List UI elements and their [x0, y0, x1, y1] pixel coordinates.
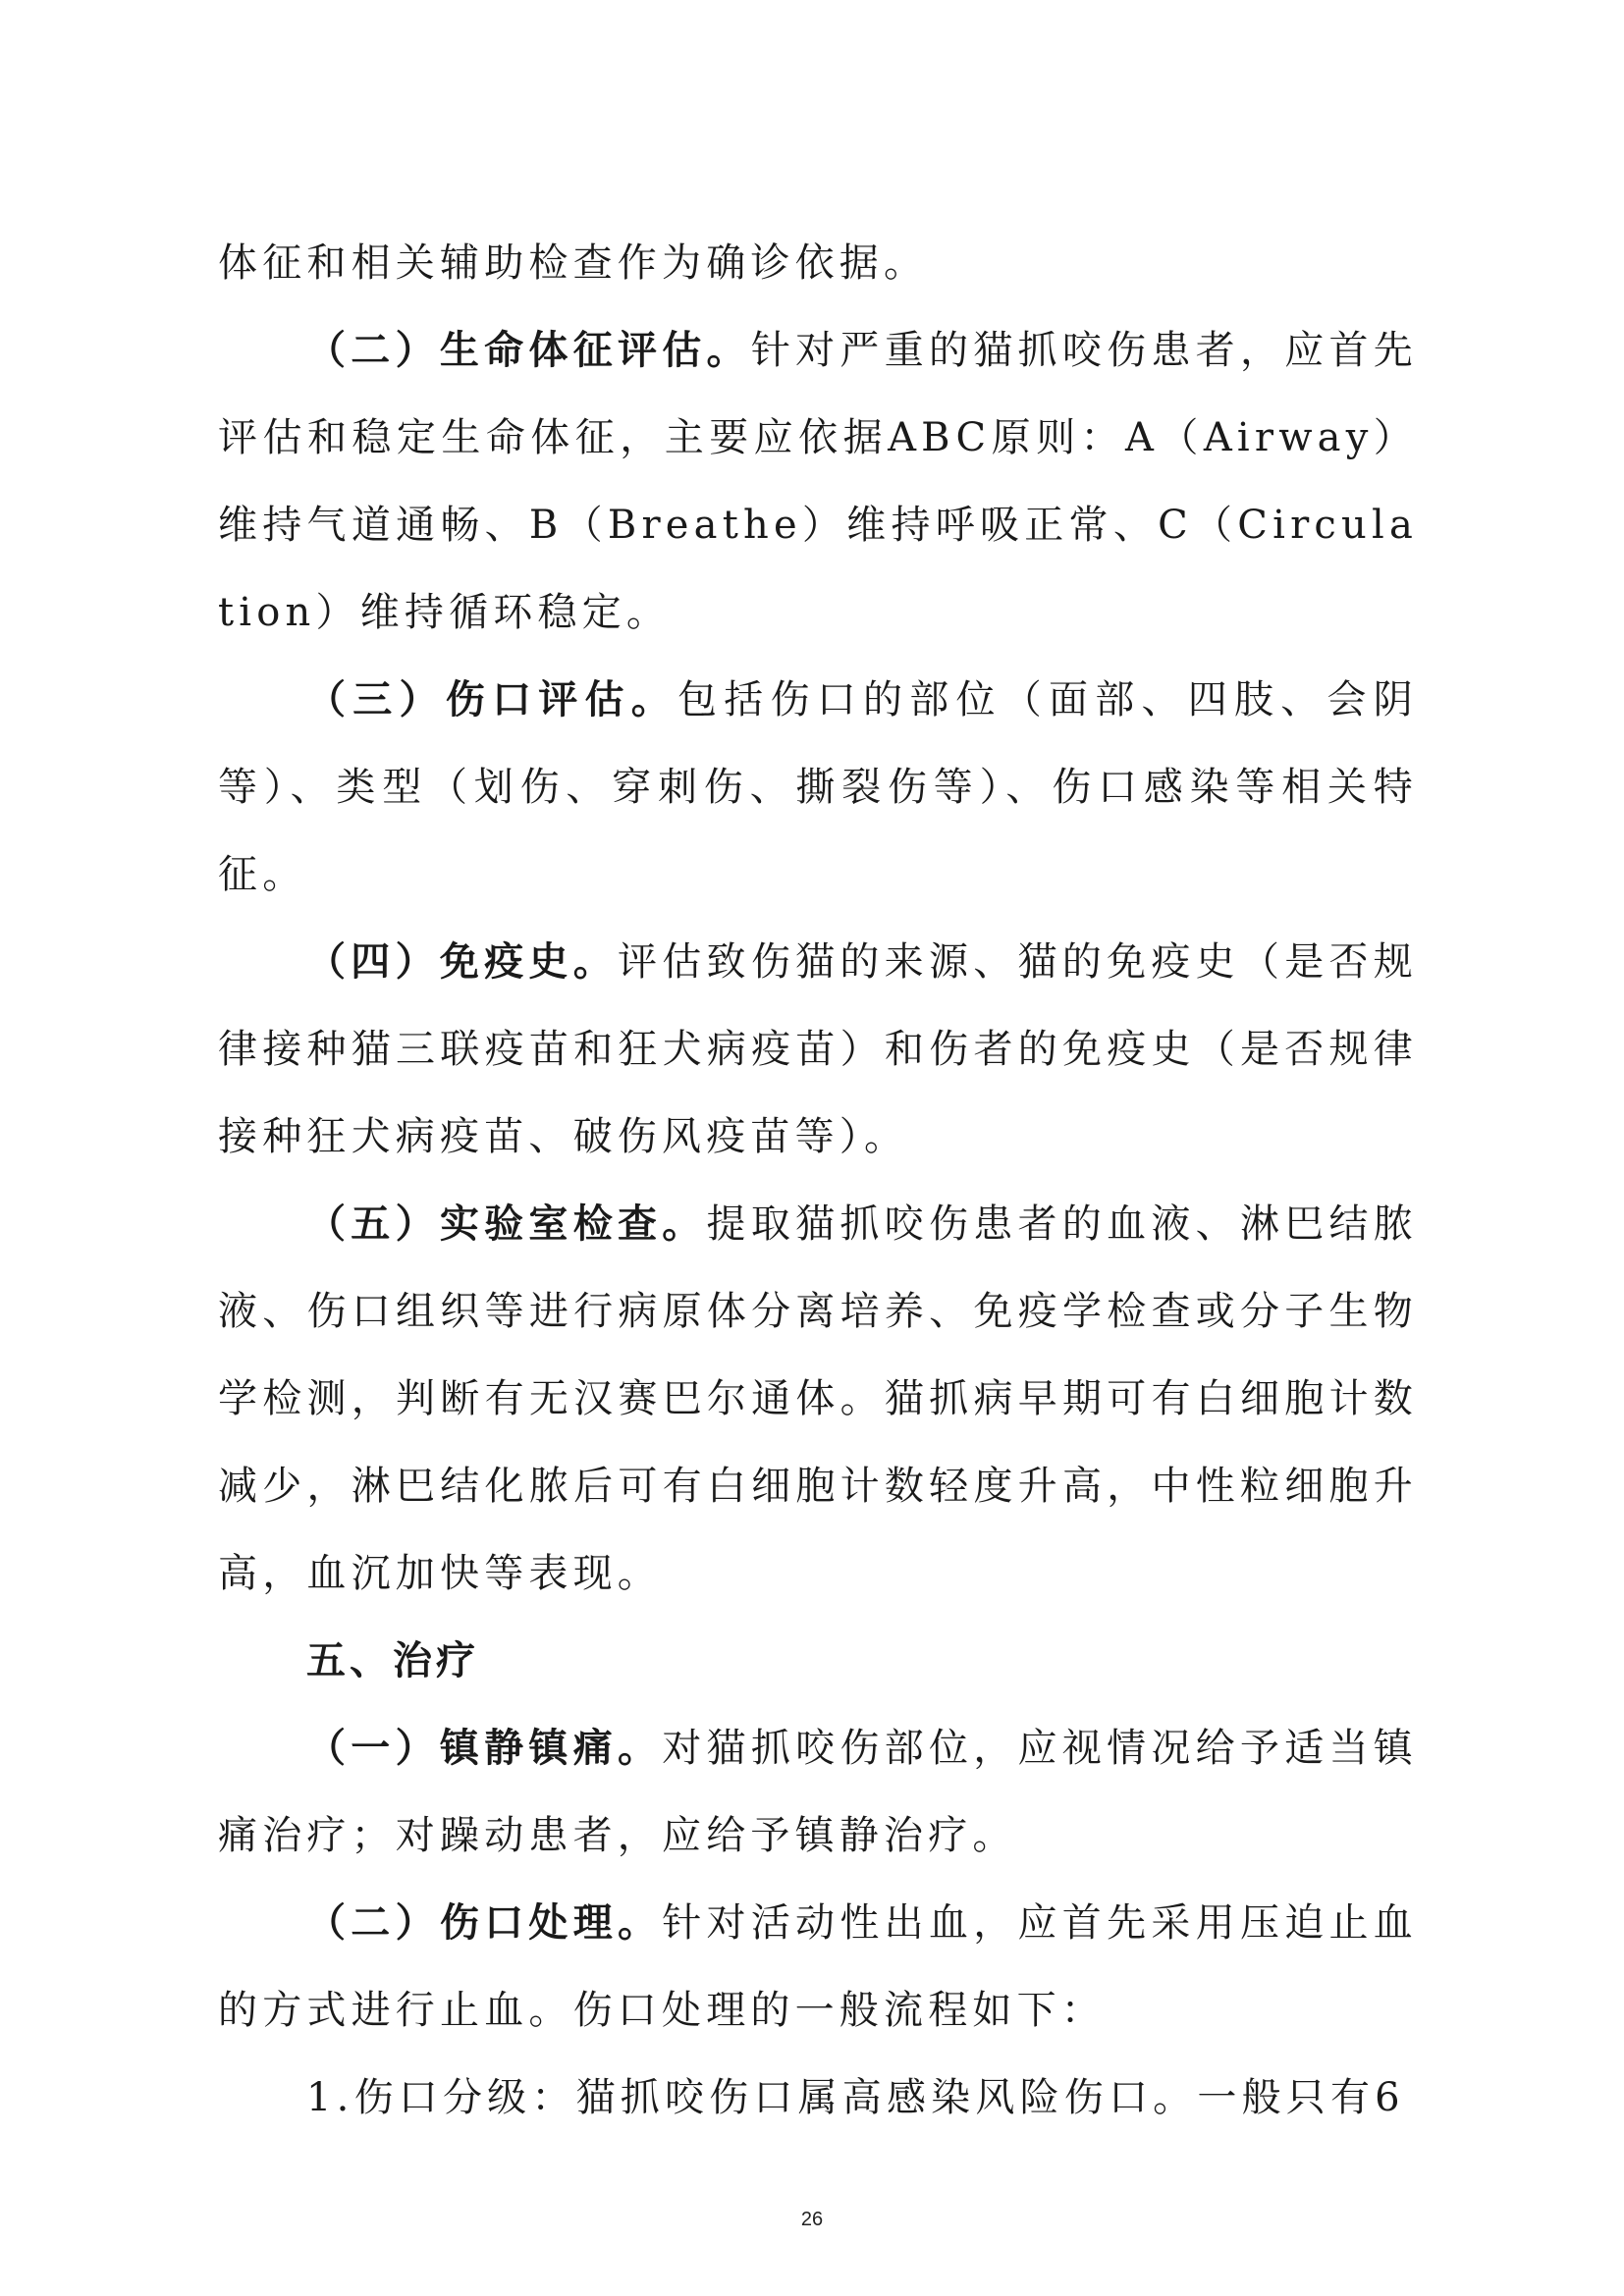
paragraph-wound-grading	[218, 2055, 1418, 2142]
paragraph-text: 体征和相关辅助检查作为确诊依据。	[218, 240, 929, 286]
paragraph-diagnosis-continuation	[218, 220, 1418, 307]
paragraph-sedation-analgesia	[218, 1705, 1418, 1880]
paragraph-wound-assessment	[218, 657, 1418, 919]
paragraph-lead-vital-signs: （二）生命体征评估。	[306, 328, 751, 373]
paragraph-immunization-history	[218, 919, 1418, 1181]
section-heading-treatment: 五、治疗	[306, 1638, 479, 1683]
paragraph-lead-wound-care: （二）伤口处理。	[306, 1900, 663, 1946]
paragraph-text: 针对严重的猫抓咬伤患者，应首先评估和稳定生命体征，主要应依据ABC原则：A（Airway）维持气道通畅、B（Breathe）维持呼吸正常、C（Circulation）维持循环稳定。	[218, 328, 1419, 635]
paragraph-wound-care	[218, 1880, 1418, 2055]
paragraph-lead-immunization: （四）免疫史。	[306, 939, 618, 985]
paragraph-text: 包括伤口的部位（面部、四肢、会阴等）、类型（划伤、穿刺伤、撕裂伤等）、伤口感染等相关特征。	[218, 677, 1418, 897]
paragraph-lead-lab-tests: （五）实验室检查。	[306, 1201, 707, 1247]
paragraph-vital-signs	[218, 307, 1418, 657]
paragraph-text: 提取猫抓咬伤患者的血液、淋巴结脓液、伤口组织等进行病原体分离培养、免疫学检查或分子生物学检测，判断有无汉赛巴尔通体。猫抓病早期可有白细胞计数减少，淋巴结化脓后可有白细胞计数轻度升高，中性粒细胞升高，血沉加快等表现。	[218, 1201, 1418, 1596]
paragraph-text: 评估致伤猫的来源、猫的免疫史（是否规律接种猫三联疫苗和狂犬病疫苗）和伤者的免疫史（是否规律接种狂犬病疫苗、破伤风疫苗等）。	[218, 939, 1418, 1159]
paragraph-lead-sedation: （一）镇静镇痛。	[306, 1726, 663, 1771]
paragraph-text: 1.伤口分级：猫抓咬伤口属高感染风险伤口。一般只有6	[306, 2075, 1405, 2120]
paragraph-text: 针对活动性出血，应首先采用压迫止血的方式进行止血。伤口处理的一般流程如下：	[218, 1900, 1418, 2033]
document-body	[218, 220, 1418, 2142]
paragraph-text: 对猫抓咬伤部位，应视情况给予适当镇痛治疗；对躁动患者，应给予镇静治疗。	[218, 1726, 1418, 1858]
paragraph-lab-tests	[218, 1181, 1418, 1618]
page-number: 26	[800, 2209, 824, 2230]
paragraph-lead-wound-assessment: （三）伤口评估。	[306, 677, 678, 722]
